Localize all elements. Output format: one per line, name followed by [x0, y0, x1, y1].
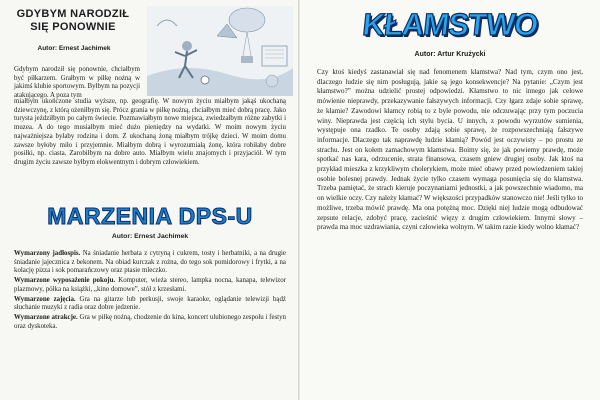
article2-author: Autor: Ernest Jachimek [111, 233, 189, 240]
article2-heading: MARZENIA DPS-U [47, 203, 253, 229]
section-text: Na śniadanie herbata z cytryną i cukrem, tosty i herbatniki, a na drugie śniadanie jajecznica z bekonem. Na obiad kurczak z rożna, do tego sok pomidorowy i frytki, a na kolację pizza i sok pomarańczowy oraz ptasie mleczko. [14, 250, 286, 275]
article1-title-line2: SIĘ PONOWNIE [30, 21, 116, 33]
section-label: Wymarzone atrakcje. [14, 313, 78, 321]
right-page [300, 0, 600, 400]
article1-author: Autor: Ernest Jachimek [37, 45, 111, 52]
section-wyposazenie [14, 277, 286, 294]
article1-title-line1: GDYBYM NARODZIŁ [16, 8, 130, 20]
article3-body-text: Czy ktoś kiedyś zastanawiał się nad fenomenem kłamstwa? Nad tym, czym ono jest, dlaczego ludzie się nim posługują, jakie są jego konsekwencje? Na pytanie: „Czym jest kłamstwo?” można udzielić prostej odpowiedzi. Kłamstwo to nic innego jak celowe mówienie nieprawdy, przekazywanie fałszywych informacji. Czy łgarz zdaje sobie sprawę, że kłamie? Zawodowi kłamcy robią to z byle powodu, nie odczuwając przy tym poczucia winy. Nieprawda jest częścią ich stylu bycia. U innych, z powodu wyrzutów sumienia, występuje ona rzadko. Te osoby zdają sobie sprawę, że rozpowszechniają fałszywe informacje. Dlaczego tak naprawdę ludzie kłamią? Powód jest oczywisty – po prostu ze strachu. Jest on kołem zamachowym kłamstwa. Boimy się, że jak powiemy prawdę, może spotkać nas kara, odrzucenie, strata finansowa, czasem gniew drugiej osoby. Jak ktoś na przykład mieszka z krzykliwym cholerykiem, może mieć obawy przed powiedzeniem takiej osobie bolesnej prawdy. Jednak życie tylko czasem wymaga posunięcia się do kłamstwa. Trzeba pamiętać, że strach kieruje poczynaniami jednostki, a jak powszechnie wiadomo, ma on wielkie oczy. Czy należy kłamać? W większości przypadków stanowczo nie! Jeśli tylko to możliwe, trzeba mówić prawdę. Ma ona potężną moc. Dzięki niej ludzie mogą odbudować zepsute relacje, zdobyć pracę, zacieśnić więzy z drugim człowiekiem. Innymi słowy – prawda ma moc uzdrawiania, czyni człowieka wolnym. W takim razie kiedy wolno kłamać? [317, 68, 583, 232]
section-jadlospis [14, 250, 286, 276]
section-text: Gra w piłkę nożną, chodzenie do kina, koncert ulubionego zespołu i festyn oraz dyskoteka. [14, 313, 286, 330]
article1-title [8, 8, 138, 34]
article1-body [14, 98, 286, 168]
article1-intro [14, 66, 140, 101]
article1-intro-text: Gdybym narodził się ponownie, chciałbym być piłkarzem. Grałbym w piłkę nożną w jakimś klubie sportowym. Byłbym na pozycji atakującego. A poza tym [14, 66, 140, 100]
article3-logo-title: KŁAMSTWO [360, 7, 540, 42]
article2-sections [14, 250, 286, 332]
section-zajecia [14, 296, 286, 313]
article1-body-text: miałbym ukończone studia wyższe, np. geografię. W nowym życiu miałbym jakąś ukochaną dziewczynę, z którą ożeniłbym się. Prócz grania w piłkę nożną, chciałbym mieć dobrą pracę. Jako turysta jeździłbym po całym świecie. Pozmawiałbym nowe miejsca, zwiedzałbym różne zabytki i muzea. A do tego musiałbym mieć dużo pieniędzy na wydatki. W moim nowym życiu najważniejsza byłaby rodzina i dom. Z ukochaną żoną miałbym trójkę dzieci. W moim domu zawsze byłoby miło i przyjemnie. Miałbym dobrą i wyrozumiałą żonę, która robiłaby dobre posiłki, np. ciasta. Zarobiłbym na dobre auto. Miałbym wielu znajomych i przyjaciół. W tym drugim życiu zawsze byłbym elokwentnym i dobrym człowiekiem. [14, 98, 286, 166]
section-label: Wymarzony jadłospis. [14, 250, 81, 257]
sport-illustration [147, 6, 293, 96]
section-text: Gra na gitarze lub perkusji, swoje karaoke, oglądanie telewizji bądź słuchanie muzyki z radia oraz dobre jedzenie. [14, 295, 286, 312]
article3-author: Autor: Artur Krużycki [414, 51, 486, 58]
article3-body [317, 68, 583, 233]
section-label: Wymarzone wyposażenie pokoju. [14, 277, 116, 285]
section-label: Wymarzone zajęcia. [14, 295, 76, 303]
section-text: Komputer, wieża stereo, lampka nocna, kanapa, telewizor plazmowy, półka na książki, „kino domowe”, stół z krzesłami. [14, 277, 286, 293]
section-atrakcje [14, 314, 286, 331]
